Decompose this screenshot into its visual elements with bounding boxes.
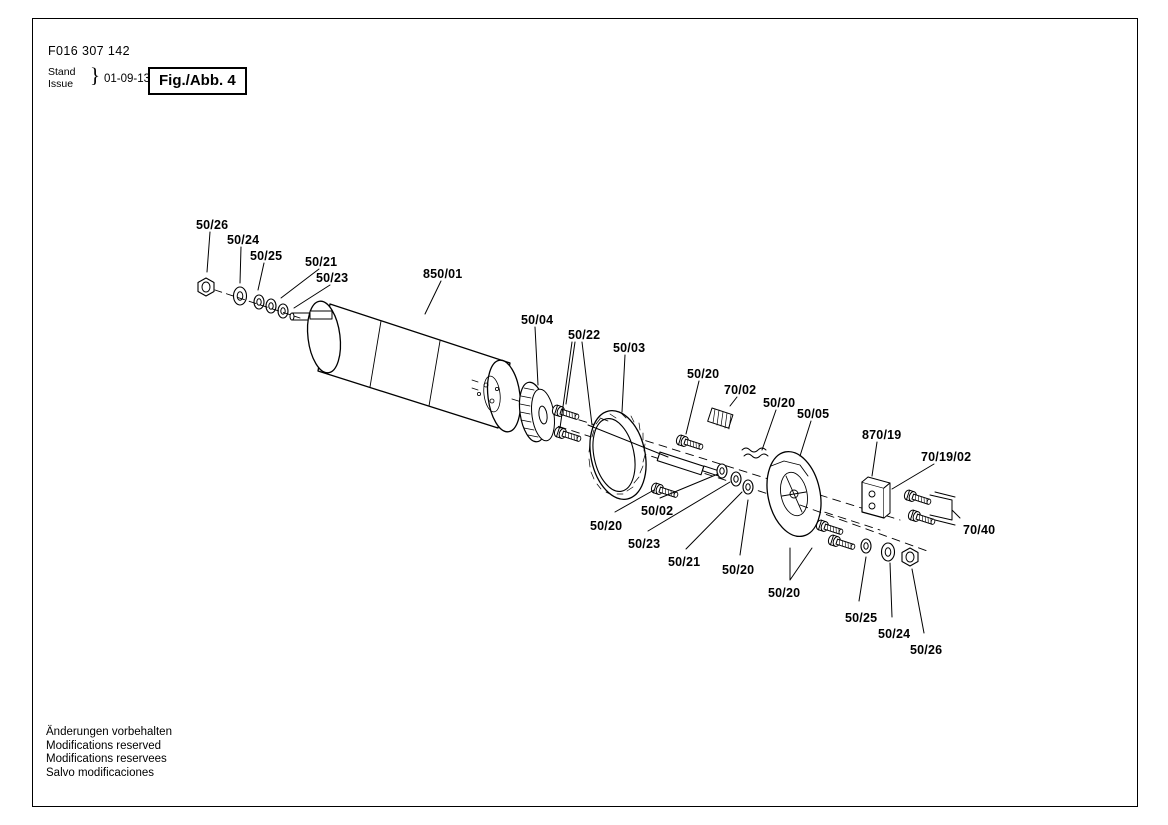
part-label-50-25-left: 50/25 (250, 249, 283, 263)
part-label-70-02: 70/02 (724, 383, 757, 397)
brace-glyph: } (90, 63, 101, 87)
part-label-870-19: 870/19 (862, 428, 902, 442)
footer-line-es: Salvo modificaciones (46, 766, 155, 779)
part-label-50-23-lower: 50/23 (628, 537, 661, 551)
part-label-50-20-top: 50/20 (687, 367, 720, 381)
part-label-50-20-lower-mid: 50/20 (722, 563, 755, 577)
issue-label: Issue (48, 78, 74, 90)
part-label-50-26-left: 50/26 (196, 218, 229, 232)
part-label-50-26-right: 50/26 (910, 643, 943, 657)
part-label-50-04: 50/04 (521, 313, 554, 327)
part-label-50-21-lower: 50/21 (668, 555, 701, 569)
part-label-50-23-left: 50/23 (316, 271, 349, 285)
document-number: F016 307 142 (48, 44, 130, 58)
stand-date: 01-09-13 (104, 73, 151, 85)
part-label-50-25-right: 50/25 (845, 611, 878, 625)
part-label-50-02: 50/02 (641, 504, 674, 518)
part-label-50-20-upper-right: 50/20 (763, 396, 796, 410)
part-label-50-03: 50/03 (613, 341, 646, 355)
part-label-50-21-left: 50/21 (305, 255, 338, 269)
footer-line-fr: Modifications reservees (46, 753, 167, 766)
footer-line-de: Änderungen vorbehalten (46, 726, 172, 738)
part-label-70-19-02: 70/19/02 (921, 450, 972, 464)
part-label-50-24-right: 50/24 (878, 627, 911, 641)
figure-badge: Fig./Abb. 4 (148, 67, 247, 95)
part-label-50-20-lower-left: 50/20 (590, 519, 623, 533)
part-label-50-22: 50/22 (568, 328, 601, 342)
part-label-70-40: 70/40 (963, 523, 996, 537)
part-label-50-24-left: 50/24 (227, 233, 260, 247)
part-label-850-01: 850/01 (423, 267, 463, 281)
part-label-50-05: 50/05 (797, 407, 830, 421)
part-label-50-20-bottom: 50/20 (768, 586, 801, 600)
footer-disclaimer (46, 726, 172, 780)
stand-label: Stand (48, 66, 76, 78)
footer-line-en: Modifications reserved (46, 739, 162, 752)
